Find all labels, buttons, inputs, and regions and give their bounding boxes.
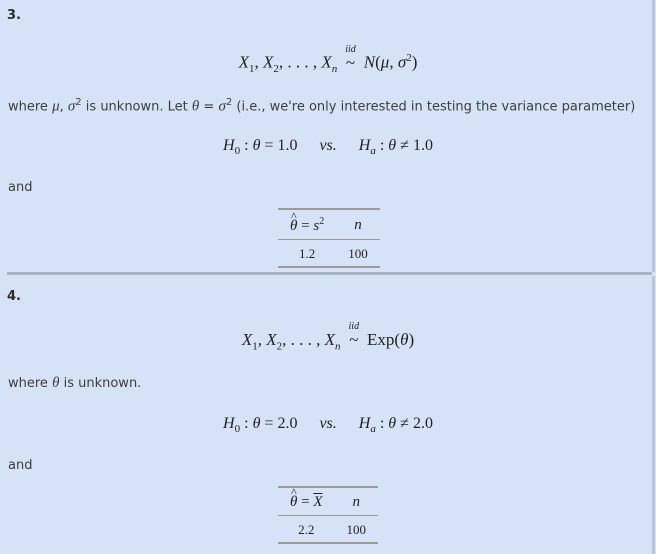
table-header-estimate: ^ $\theta = s^2$	[278, 209, 336, 240]
table-header-estimate: ^ $\theta = \overline{X}$	[278, 487, 335, 516]
problem-3-panel	[0, 0, 655, 272]
table-cell: 100	[336, 240, 380, 268]
section-divider	[7, 272, 652, 275]
alternative-hypothesis: $H_a$ : θ ≠ 1.0	[358, 137, 433, 158]
null-hypothesis: $H_0$ : θ = 1.0	[223, 137, 298, 158]
problem-number: 3.	[7, 8, 21, 23]
sample-stats-table	[278, 486, 378, 544]
and-text: and	[8, 458, 33, 473]
assumption-text: where μ, $\sigma^2$ is unknown. Let $\theta = \sigma^2$ (i.e., we're only interested in testing the variance parameter)	[8, 97, 636, 115]
hypotheses	[0, 137, 656, 157]
table-header-n: n	[335, 487, 379, 516]
alternative-hypothesis: $H_a$ : θ ≠ 2.0	[358, 415, 433, 436]
vs-label: vs.	[319, 415, 337, 432]
sample-stats-table	[278, 208, 380, 268]
table-header-n: n	[336, 209, 380, 240]
problem-number: 4.	[7, 289, 21, 304]
assumption-text: where θ is unknown.	[8, 375, 142, 391]
table-cell: 2.2	[278, 516, 335, 544]
table-cell: 100	[335, 516, 379, 544]
problem-4-panel	[0, 276, 655, 554]
null-hypothesis: $H_0$ : θ = 2.0	[223, 415, 298, 436]
vs-label: vs.	[319, 137, 337, 154]
hypotheses	[0, 415, 656, 435]
distribution-statement: $X_1$, $X_2$, . . . , $X_n$ iid ~ Exp(θ)	[241, 321, 415, 353]
and-text: and	[8, 180, 33, 195]
table-cell: 1.2	[278, 240, 336, 268]
iid-tilde: iid ~	[348, 321, 360, 349]
iid-tilde: iid ~	[345, 43, 356, 72]
distribution-statement: $X_1$, $X_2$, . . . , $X_n$ iid ~ N(μ, $\sigma^2$)	[238, 43, 418, 76]
